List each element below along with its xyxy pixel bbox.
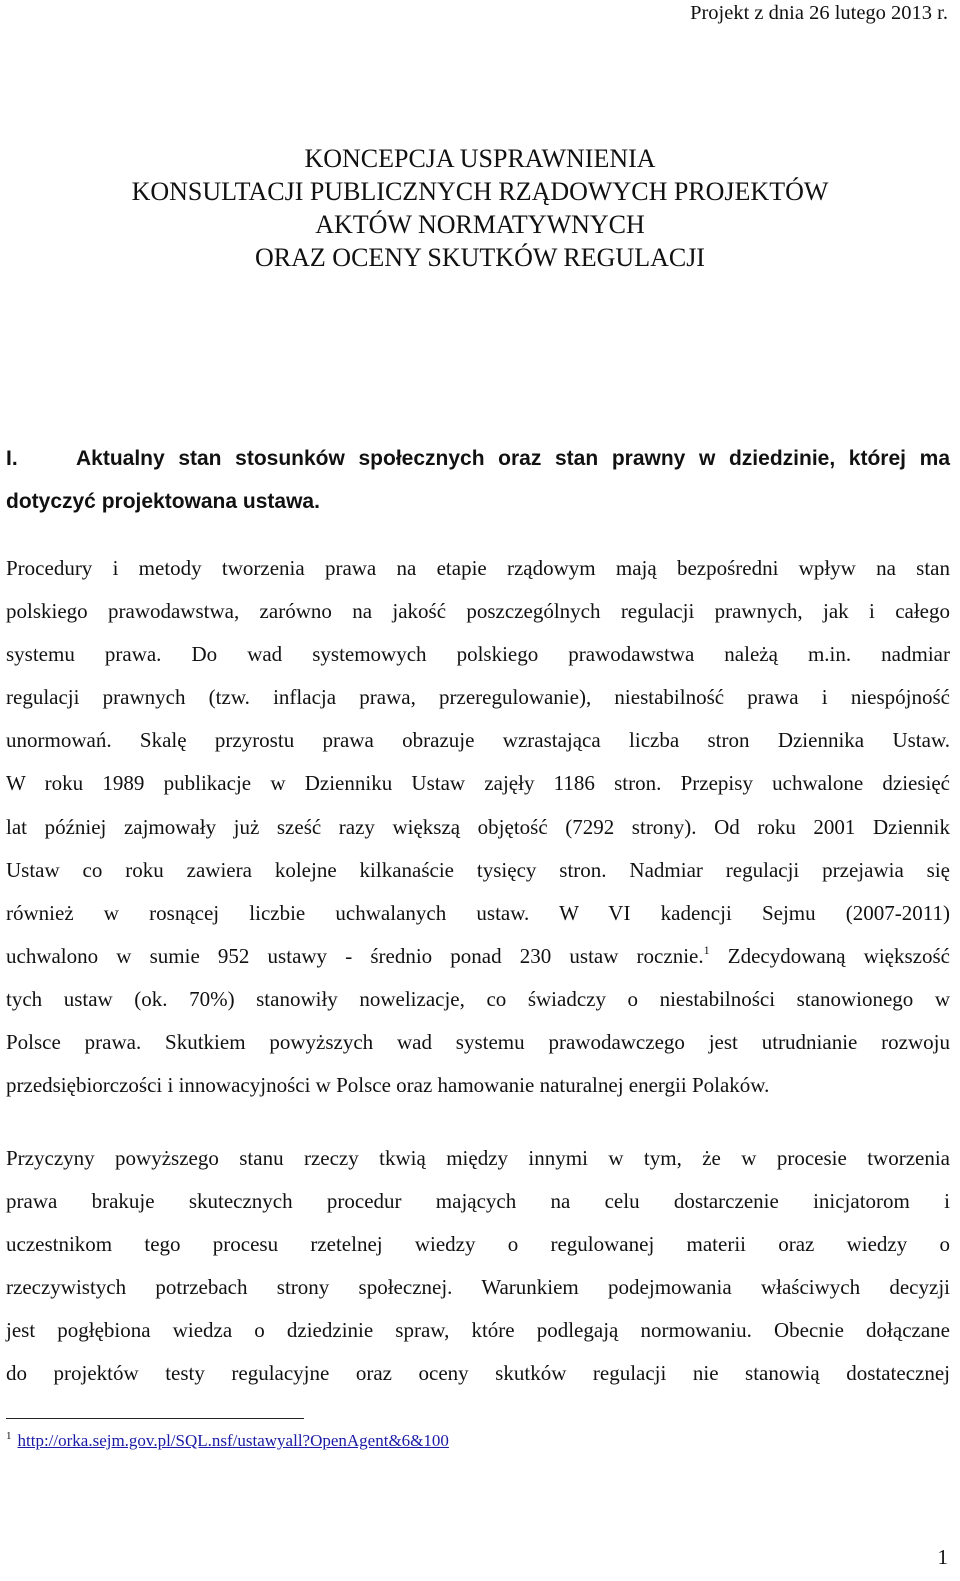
line-text: uchwalono w sumie 952 ustawy - średnio ponad 230 ustaw rocznie. [6, 943, 704, 968]
footnote-reference[interactable]: 1 [703, 942, 710, 957]
paragraph-line: Przyczyny powyższego stanu rzeczy tkwią między innymi w tym, że w procesie tworzenia [6, 1146, 950, 1170]
footnote-link[interactable]: http://orka.sejm.gov.pl/SQL.nsf/ustawyall?OpenAgent&6&100 [17, 1431, 449, 1450]
paragraph-line: Polsce prawa. Skutkiem powyższych wad systemu prawodawczego jest utrudnianie rozwoju [6, 1030, 950, 1055]
paragraph-line: Procedury i metody tworzenia prawa na etapie rządowym mają bezpośredni wpływ na stan [6, 556, 950, 580]
paragraph-line: przedsiębiorczości i innowacyjności w Polsce oraz hamowanie naturalnej energii Polaków. [6, 1073, 770, 1098]
paragraph-line: uczestnikom tego procesu rzetelnej wiedzy o regulowanej materii oraz wiedzy o [6, 1232, 950, 1257]
paragraph-line: tych ustaw (ok. 70%) stanowiły nowelizacje, co świadczy o niestabilności stanowionego w [6, 986, 950, 1011]
title-line: ORAZ OCENY SKUTKÓW REGULACJI [255, 243, 705, 272]
line-text: Zdecydowaną większość [709, 943, 950, 968]
body-paragraph [6, 547, 950, 1107]
footnote [6, 1431, 449, 1451]
section-heading-line [6, 437, 950, 480]
paragraph-line: prawa brakuje skutecznych procedur mających na celu dostarczenie inicjatorom i [6, 1189, 950, 1214]
paragraph-line: polskiego prawodawstwa, zarówno na jakość poszczególnych regulacji prawnych, jak i całego [6, 599, 950, 624]
section-heading-text: Aktualny stan stosunków społecznych oraz stan prawny w dziedzinie, której ma [76, 447, 950, 470]
page-number: 1 [937, 1545, 948, 1569]
section-number: I. [6, 447, 18, 470]
paragraph-line: do projektów testy regulacyjne oraz oceny skutków regulacji nie stanowią dostatecznej [6, 1361, 950, 1386]
section-heading-line: dotyczyć projektowana ustawa. [6, 490, 320, 513]
title-line: KONSULTACJI PUBLICZNYCH RZĄDOWYCH PROJEKTÓW [131, 177, 829, 206]
footnote-separator [6, 1418, 304, 1419]
paragraph-line [6, 935, 950, 978]
document-title [0, 142, 960, 274]
body-paragraph [6, 1137, 950, 1396]
title-line: KONCEPCJA USPRAWNIENIA [304, 144, 656, 173]
paragraph-line: lat później zajmowały już sześć razy większą objętość (7292 strony). Od roku 2001 Dziennik [6, 814, 950, 839]
paragraph-line: Ustaw co roku zawiera kolejne kilkanaście tysięcy stron. Nadmiar regulacji przejawia się [6, 857, 950, 882]
paragraph-line: jest pogłębiona wiedza o dziedzinie spraw, które podlegają normowaniu. Obecnie dołączane [6, 1318, 950, 1343]
paragraph-line: W roku 1989 publikacje w Dzienniku Ustaw zajęły 1186 stron. Przepisy uchwalone dziesięć [6, 771, 950, 796]
paragraph-line: systemu prawa. Do wad systemowych polskiego prawodawstwa należą m.in. nadmiar [6, 642, 950, 667]
footnote-marker: 1 [6, 1430, 12, 1442]
paragraph-line: również w rosnącej liczbie uchwalanych ustaw. W VI kadencji Sejmu (2007-2011) [6, 900, 950, 925]
paragraph-line: rzeczywistych potrzebach strony społecznej. Warunkiem podejmowania właściwych decyzji [6, 1275, 950, 1300]
paragraph-line: regulacji prawnych (tzw. inflacja prawa, przeregulowanie), niestabilność prawa i niespójność [6, 685, 950, 710]
title-line: AKTÓW NORMATYWNYCH [315, 210, 645, 239]
section-heading [6, 437, 950, 523]
draft-date-note: Projekt z dnia 26 lutego 2013 r. [690, 2, 948, 24]
paragraph-line: unormowań. Skalę przyrostu prawa obrazuje wzrastająca liczba stron Dziennika Ustaw. [6, 728, 950, 753]
